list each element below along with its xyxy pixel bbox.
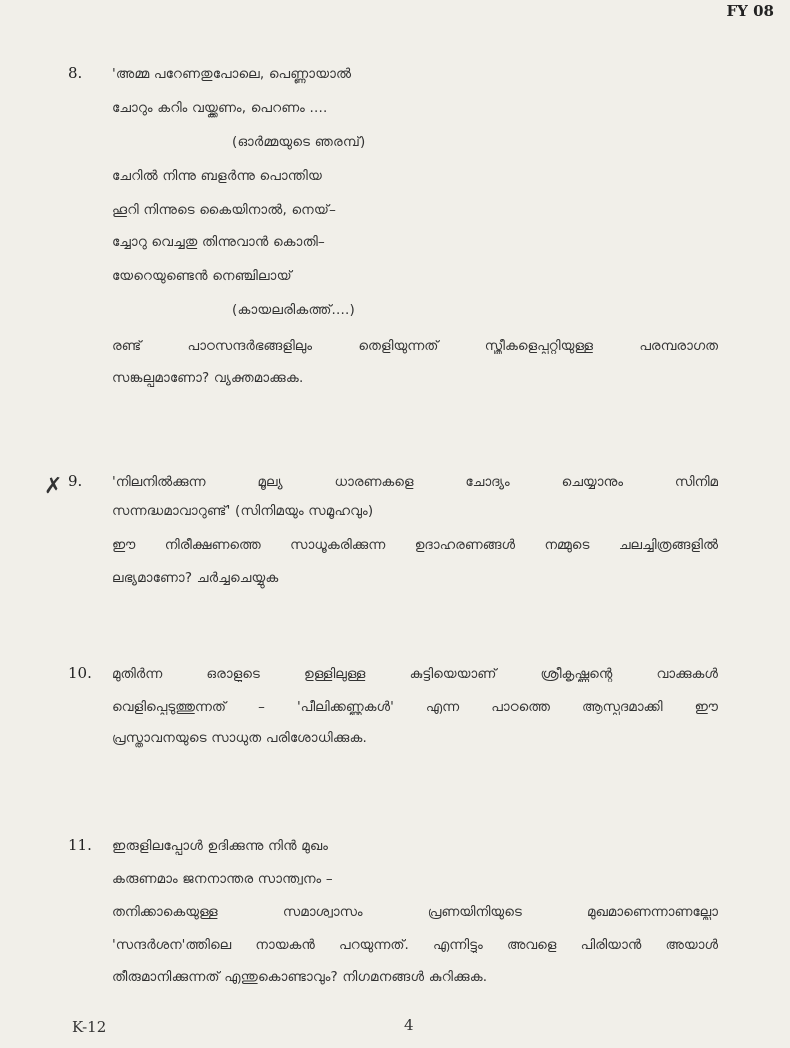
q11-verse: കരുണമാം ജനനാന്തര സാന്ത്വനം – [112,871,333,887]
question-11-number: 11. [68,836,92,854]
q8-line: ചേറിൽ നിന്നു ബളർന്നു പൊന്തിയ [112,168,322,184]
q11-verse: ഇരുളിലപ്പോൾ ഉദിക്കുന്നു നിൻ മുഖം [112,838,329,854]
question-8-number: 8. [68,64,83,82]
q8-line: ച്ചോറു വെച്ചതു തിന്നുവാൻ കൊതി– [112,234,325,250]
footer-code: K-12 [72,1018,107,1036]
q9-question: ഈ നിരീക്ഷണത്തെ സാധൂകരിക്കുന്ന ഉദാഹരണങ്ങൾ നമ്മുടെ ചലച്ചിത്രങ്ങളിൽ [112,537,718,553]
q10-question: വെളിപ്പെടുത്തുന്നത് – 'പീലിക്കണ്ണുകൾ' എന്ന പാഠത്തെ ആസ്പദമാക്കി ഈ [112,699,718,715]
q11-question: തീരുമാനിക്കുന്നത് എന്തുകൊണ്ടാവും? നിഗമനങ്ങൾ കുറിക്കുക. [112,969,488,985]
q9-quote: 'നിലനിൽക്കുന്ന മൂല്യ ധാരണകളെ ചോദ്യം ചെയ്യാനും സിനിമ [112,474,718,490]
q10-question: മുതിർന്ന ഒരാളുടെ ഉള്ളിലുള്ള കുട്ടിയെയാണ് ശ്രീകൃഷ്ണന്റെ വാക്കുകൾ [112,666,718,682]
margin-cross-mark: ✗ [44,474,63,499]
q8-line: ഹൂറി നിന്നുടെ കൈയിനാൽ, നെയ്– [112,202,337,218]
paper-code: FY 08 [726,2,774,20]
q8-line: 'അമ്മ പറേണതുപോലെ, പെണ്ണായാൽ [112,66,352,82]
question-9-number: 9. [68,472,83,490]
q11-question: തനിക്കാകെയുള്ള സമാശ്വാസം പ്രണയിനിയുടെ മുഖമാണെന്നാണല്ലോ [112,904,718,920]
q8-source: (കായലരികത്ത്....) [232,302,355,318]
q11-question: 'സന്ദർശന'ത്തിലെ നായകൻ പറയുന്നത്. എന്നിട്ടും അവളെ പിരിയാൻ അയാൾ [112,937,718,953]
q9-question: ലഭ്യമാണോ? ചർച്ചചെയ്യുക [112,570,279,586]
q8-line: ചോറും കറിം വയ്ക്കണം, പെറണം .... [112,100,328,116]
q8-source: (ഓർമ്മയുടെ ഞരമ്പ്) [232,134,366,150]
q8-question: രണ്ട് പാഠസന്ദർഭങ്ങളിലും തെളിയുന്നത് സ്ത്രീകളെപ്പറ്റിയുള്ള പരമ്പരാഗത [112,338,718,354]
q8-question: സങ്കല്പമാണോ? വ്യക്തമാക്കുക. [112,370,304,386]
q9-quote: സന്നദ്ധമാവാറുണ്ട്' (സിനിമയും സമൂഹവും) [112,503,374,519]
question-10-number: 10. [68,664,92,682]
page-number: 4 [404,1016,414,1034]
q8-line: യേറെയുണ്ടെൻ നെഞ്ചിലായ് [112,268,292,284]
q10-question: പ്രസ്താവനയുടെ സാധുത പരിശോധിക്കുക. [112,730,368,746]
